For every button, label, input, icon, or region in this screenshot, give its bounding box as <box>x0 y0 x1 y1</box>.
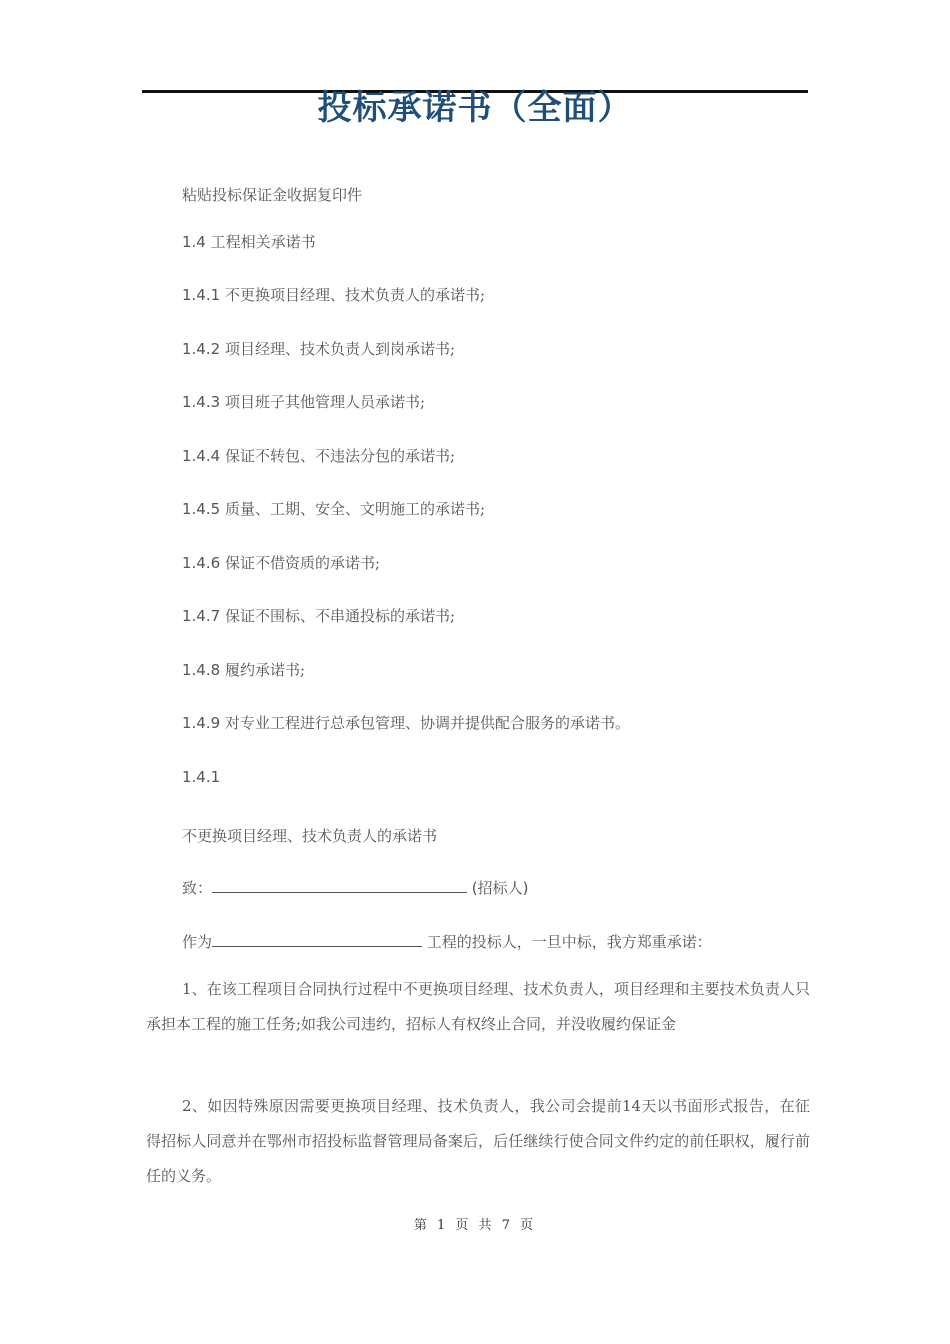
recipient-line: 致： (招标人) <box>182 879 529 897</box>
page-footer: 第 1 页 共 7 页 <box>413 1218 537 1233</box>
list-item: 1.4.9 对专业工程进行总承包管理、协调并提供配合服务的承诺书。 <box>182 714 630 732</box>
list-item: 1.4.5 质量、工期、安全、文明施工的承诺书; <box>182 500 485 518</box>
list-item: 1.4.7 保证不围标、不串通投标的承诺书; <box>182 607 455 625</box>
list-item: 1.4.1 不更换项目经理、技术负责人的承诺书; <box>182 286 485 304</box>
commitment-paragraph-2: 2、如因特殊原因需要更换项目经理、技术负责人，我公司会提前14天以书面形式报告，在征得招标人同意并在鄂州市招投标监督管理局备案后，后任继续行使合同文件约定的前任职权，履行前任的义务。 <box>146 1097 810 1185</box>
bidder-line: 作为 工程的投标人，一旦中标，我方郑重承诺： <box>182 933 712 951</box>
document-title: 投标承诺书（全面） <box>317 88 633 128</box>
list-item: 粘贴投标保证金收据复印件 <box>182 186 363 204</box>
section-number: 1.4.1 <box>182 768 221 786</box>
list-item: 1.4.8 履约承诺书; <box>182 661 305 679</box>
letter-heading: 不更换项目经理、技术负责人的承诺书 <box>182 827 438 845</box>
section-heading: 1.4 工程相关承诺书 <box>182 233 316 251</box>
project-blank <box>212 931 422 947</box>
commitment-paragraph-1: 1、在该工程项目合同执行过程中不更换项目经理、技术负责人，项目经理和主要技术负责人只承担本工程的施工任务;如我公司违约，招标人有权终止合同，并没收履约保证金 <box>146 980 810 1033</box>
list-item: 1.4.3 项目班子其他管理人员承诺书; <box>182 393 425 411</box>
list-item: 1.4.6 保证不借资质的承诺书; <box>182 554 380 572</box>
list-item: 1.4.4 保证不转包、不违法分包的承诺书; <box>182 447 455 465</box>
list-item: 1.4.2 项目经理、技术负责人到岗承诺书; <box>182 340 455 358</box>
recipient-blank <box>212 877 467 893</box>
